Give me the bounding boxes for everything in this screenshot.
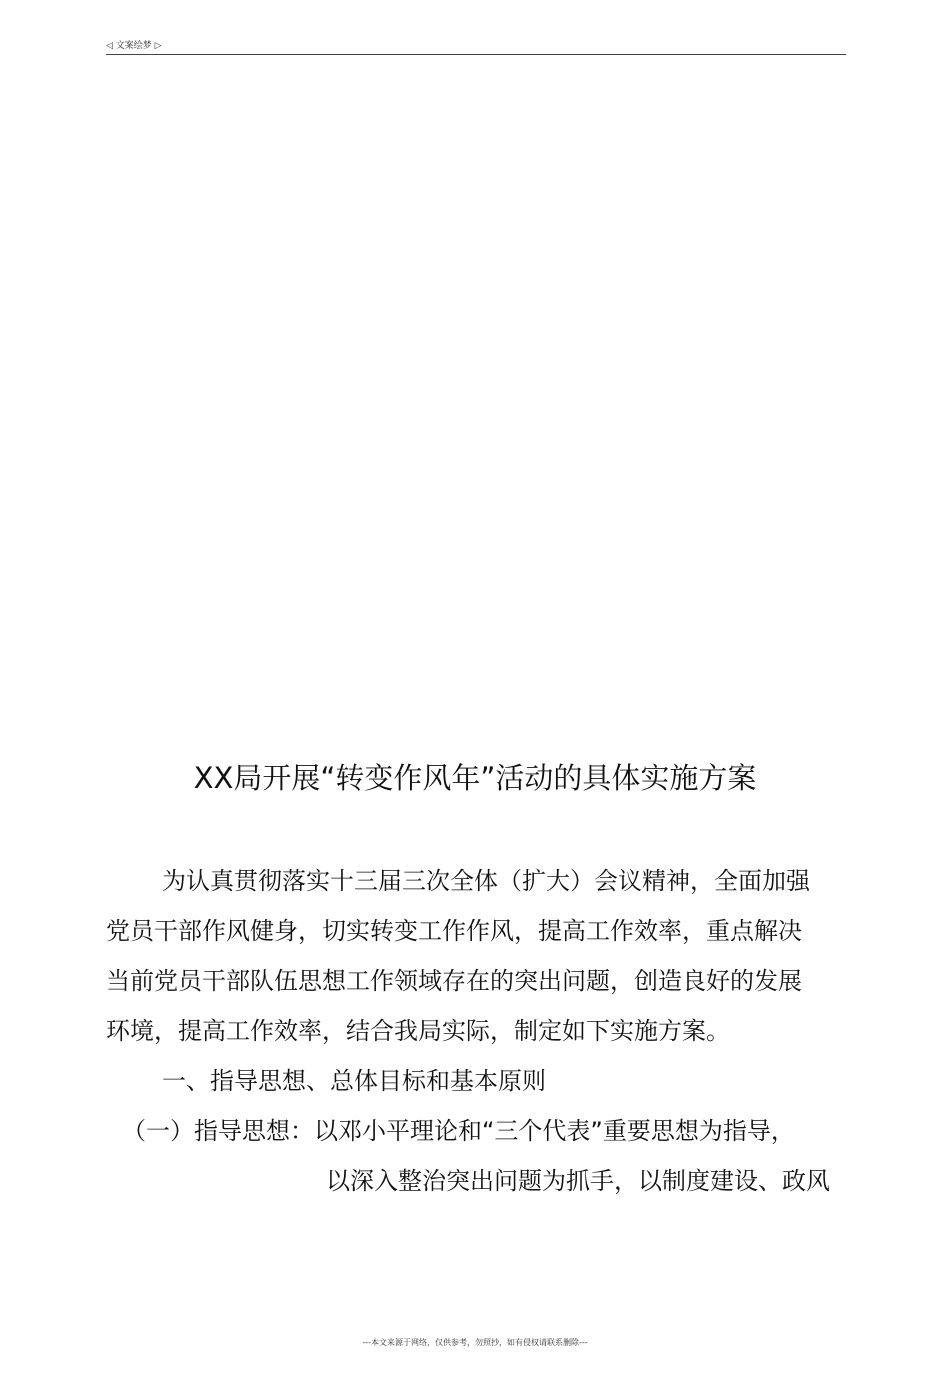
paragraph-line-3: 当前党员干部队伍思想工作领域存在的突出问题，创造良好的发展: [106, 967, 802, 995]
paragraph-line-1: 为认真贯彻落实十三届三次全体（扩大）会议精神，全面加强: [162, 867, 810, 895]
subsection-line-1: （一）指导思想：以邓小平理论和“三个代表”重要思想为指导，: [122, 1117, 795, 1145]
page-header: [106, 40, 846, 55]
paragraph-line-4: 环境，提高工作效率，结合我局实际，制定如下实施方案。: [106, 1017, 730, 1045]
page-footer: ---本文来源于网络，仅供参考，勿照抄，如有侵权请联系删除---: [362, 1338, 588, 1347]
paragraph-line-2: 党员干部作风健身，切实转变工作作风，提高工作效率，重点解决: [106, 917, 802, 945]
header-text: ◁ 文案绘梦 ▷: [106, 41, 162, 51]
document-title: XX局开展“转变作风年”活动的具体实施方案: [193, 761, 757, 795]
subsection-line-2: 以深入整治突出问题为抓手，以制度建设、政风: [326, 1167, 830, 1195]
section-heading: 一、指导思想、总体目标和基本原则: [162, 1067, 546, 1095]
